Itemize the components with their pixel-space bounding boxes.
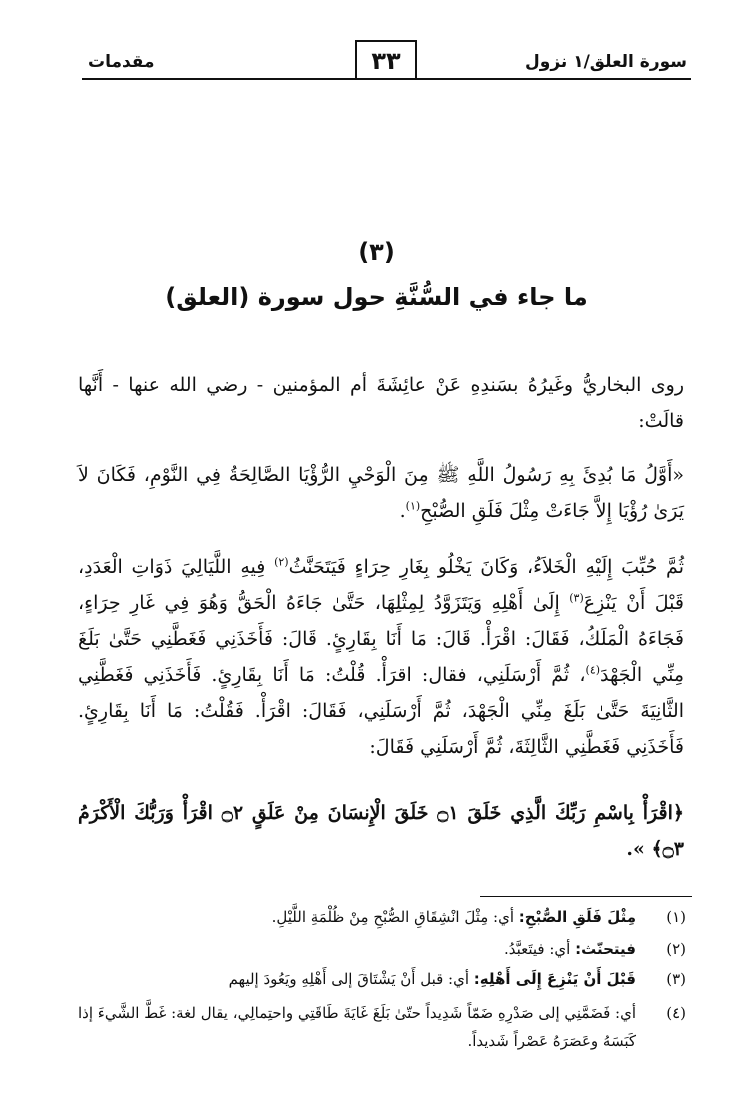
- hadith-end-1: .: [399, 500, 406, 522]
- footnote-number: (٣): [666, 970, 686, 988]
- header-section-right: سورة العلق/١ نزول: [525, 52, 687, 72]
- footnote-text: أي: قبل أَنْ يَشْتَاقَ إلى أَهْلِهِ ويَعُودَ إليهم: [228, 970, 474, 988]
- footnote-ref-4: (٤): [585, 663, 601, 677]
- footnote-2: [78, 935, 686, 963]
- page-number: ٣٣: [355, 40, 417, 80]
- chapter-number: (٣): [358, 238, 395, 266]
- footnote-number: (٢): [666, 940, 686, 958]
- hadith-text-2a: ثُمَّ حُبِّبَ إِلَيْهِ الْخَلاَءُ، وَكَانَ يَخْلُو بِغَارِ حِرَاءٍ فَيَتَحَنَّثُ: [288, 556, 684, 578]
- hadith-text-2d: ، ثُمَّ أَرْسَلَنِي، فقال: اقرَأْ. قُلْتُ: مَا أَنَا بِقَارِئٍ. فَأَخَذَنِي فَغَطَّنِي الثَّانِيَةَ حَتَّىٰ بَلَغَ مِنِّي الْجَهْدَ، ثُمَّ أَرْسَلَنِي، فَقَالَ: اقْرَأْ. فَقُلْتُ: مَا أَنَا بِقَارِئٍ. فَأَخَذَنِي فَغَطَّنِي الثَّالِثَةَ، ثُمَّ أَرْسَلَنِي فَقَالَ:: [78, 664, 684, 758]
- hadith-text-2c: إِلَىٰ أَهْلِهِ وَيَتَزَوَّدُ لِمِثْلِهَا، حَتَّىٰ جَاءَهُ الْحَقُّ وَهُوَ فِي غَارِ حِرَاءٍ، فَجَاءَهُ الْمَلَكُ، فَقَالَ: اقْرَأْ. قَالَ: مَا أَنَا بِقَارِئٍ. قَالَ: فَأَخَذَنِي فَغَطَّنِي حَتَّىٰ بَلَغَ مِنِّي الْجَهْدَ: [78, 592, 684, 686]
- hadith-paragraph-1: [78, 457, 684, 529]
- footnote-4: [78, 999, 686, 1055]
- header-section-left: مقدمات: [88, 52, 155, 72]
- footnote-ref-1: (١): [405, 499, 421, 513]
- footnote-text: أي: فَضَمَّنِي إلى صَدْرِهِ ضَمّاً شَدِيداً حتّىٰ بَلَغَ غَايَةَ طَاقَتِي واحتِمالِي، يقال لغة: غَطَّ الشَّيءَ إذا كَبَسَهُ وعَصَرَهُ عَصْراً شَديداً.: [78, 1004, 636, 1050]
- footnote-3: [78, 965, 686, 993]
- footnote-term: قَبْلَ أَنْ يَنْزِعَ إِلَى أَهْلِهِ:: [473, 970, 636, 988]
- hadith-text-1: «أَوَّلُ مَا بُدِئَ بِهِ رَسُولُ اللَّهِ ﷺ مِنَ الْوَحْيِ الرُّؤْيَا الصَّالِحَةُ فِي النَّوْمِ، فَكَانَ لاَ يَرَىٰ رُؤْيَا إِلاَّ جَاءَتْ مِثْلَ فَلَقِ الصُّبْحِ: [78, 464, 684, 522]
- footnote-rule: [480, 896, 692, 897]
- footnote-number: (١): [666, 908, 686, 926]
- footnote-text: أي: فيتَعبَّدُ.: [503, 940, 576, 958]
- quran-verse: ﴿اقْرَأْ بِاسْمِ رَبِّكَ الَّذِي خَلَقَ ۝١ خَلَقَ الْإِنسَانَ مِنْ عَلَقٍ ۝٢ اقْرَأْ وَرَبُّكَ الْأَكْرَمُ ۝٣﴾ ».: [78, 802, 684, 860]
- footnote-ref-3: (٣): [569, 591, 584, 605]
- footnote-term: فيتحنّث:: [575, 940, 636, 958]
- chapter-title: ما جاء في السُّنَّةِ حول سورة (العلق): [165, 283, 588, 311]
- hadith-text-2b: فِيهِ اللَّيَالِيَ ذَوَاتِ الْعَدَدِ، قَبْلَ أَنْ يَنْزِعَ: [78, 556, 684, 614]
- footnote-1: [78, 903, 686, 931]
- footnote-ref-2: (٢): [274, 555, 289, 569]
- hadith-paragraph-2: [78, 549, 684, 765]
- footnote-number: (٤): [666, 1004, 686, 1022]
- footnote-text: أي: مِثْلَ انْشِقَاقِ الصُّبْحِ مِنْ ظُلْمَةِ اللَّيْلِ.: [271, 908, 519, 926]
- footnote-term: مِثْلَ فَلَقِ الصُّبْحِ:: [518, 908, 636, 926]
- header-rule: [82, 78, 691, 80]
- intro-paragraph: روى البخاريُّ وغَيرُهُ بسَندِهِ عَنْ عائِشَةَ أم المؤمنين - رضي الله عنها - أَنَّها قالَتْ:: [78, 374, 684, 432]
